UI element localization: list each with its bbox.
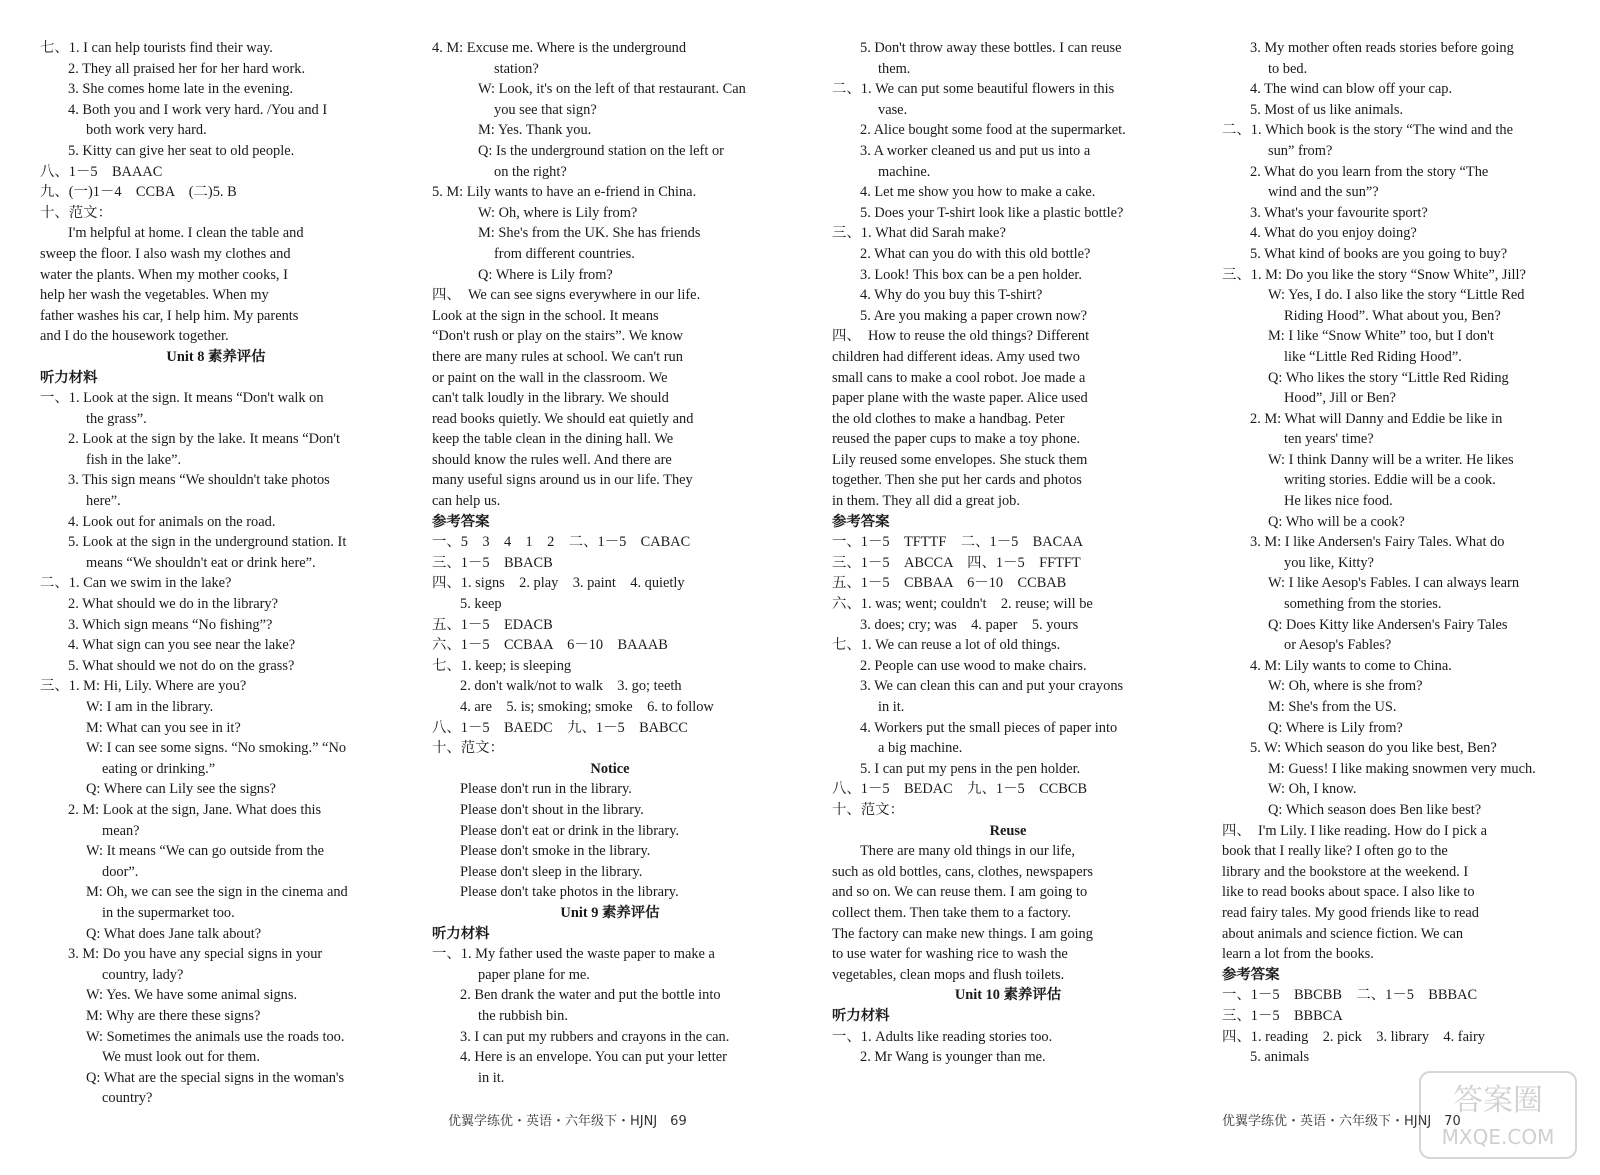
text-line: to bed. bbox=[1268, 60, 1308, 77]
text-line: 3. Look! This box can be a pen holder. bbox=[860, 266, 1082, 283]
text-line: can't talk loudly in the library. We should bbox=[432, 390, 669, 407]
text-line: 4. Look out for animals on the road. bbox=[68, 513, 276, 530]
text-line: Q: Where is Lily from? bbox=[478, 266, 613, 283]
text-line: 4. The wind can blow off your cap. bbox=[1250, 81, 1453, 98]
text-line: here”. bbox=[86, 493, 121, 510]
text-line: means “We shouldn't eat or drink here”. bbox=[86, 554, 316, 571]
text-line: 5. Don't throw away these bottles. I can reuse bbox=[860, 40, 1122, 56]
text-line: 4. Let me show you how to make a cake. bbox=[860, 184, 1096, 201]
text-line: from different countries. bbox=[494, 245, 635, 262]
text-line: Please don't run in the library. bbox=[460, 781, 632, 798]
text-line: 5. M: Lily wants to have an e-friend in China. bbox=[432, 184, 697, 201]
text-line: He likes nice food. bbox=[1284, 493, 1393, 510]
text-line: M: Why are there these signs? bbox=[86, 1007, 261, 1024]
subsection-label: 参考答案 bbox=[832, 513, 890, 530]
text-line: 三、1. What did Sarah make? bbox=[832, 225, 1006, 242]
text-line: reused the paper cups to make a toy phone. bbox=[832, 431, 1081, 448]
subsection-label: 参考答案 bbox=[1222, 966, 1280, 983]
text-line: a big machine. bbox=[878, 740, 963, 757]
text-line: together. Then she put her cards and photos bbox=[832, 472, 1082, 489]
text-line: fish in the lake”. bbox=[86, 451, 182, 468]
text-line: 四、1. reading 2. pick 3. library 4. fairy bbox=[1222, 1028, 1485, 1045]
text-line: on the right? bbox=[494, 163, 567, 180]
text-line: read fairy tales. My good friends like to read bbox=[1222, 904, 1479, 921]
text-line: vegetables, clean mops and flush toilets. bbox=[832, 966, 1065, 983]
text-line: paper plane with the waste paper. Alice used bbox=[832, 390, 1088, 407]
text-line: 一、1－5 BBCBB 二、1－5 BBBAC bbox=[1222, 987, 1478, 1004]
subsection-label: 听力材料 bbox=[432, 925, 490, 942]
text-line: about animals and science fiction. We can bbox=[1222, 925, 1464, 942]
text-line: Q: Which season does Ben like best? bbox=[1268, 801, 1482, 818]
text-line: 三、1－5 BBBCA bbox=[1222, 1007, 1343, 1024]
text-line: Q: What are the special signs in the woman's bbox=[86, 1069, 345, 1086]
text-line: 4. Here is an envelope. You can put your letter bbox=[460, 1049, 727, 1066]
text-line: 四、 How to reuse the old things? Different bbox=[832, 328, 1090, 345]
text-line: library and the bookstore at the weekend. I bbox=[1222, 863, 1469, 880]
text-line: Please don't take photos in the library. bbox=[460, 884, 679, 901]
text-line: 3. I can put my rubbers and crayons in the can. bbox=[460, 1028, 730, 1045]
text-line: the rubbish bin. bbox=[478, 1007, 568, 1024]
text-line: 二、1. Which book is the story “The wind and the bbox=[1222, 122, 1513, 139]
text-line: 4. M: Excuse me. Where is the underground bbox=[432, 40, 687, 56]
text-line: mean? bbox=[102, 822, 140, 839]
text-line: 3. We can clean this can and put your crayons bbox=[860, 678, 1124, 695]
text-line: W: It means “We can go outside from the bbox=[86, 843, 325, 860]
text-line: W: Sometimes the animals use the roads too. bbox=[86, 1028, 345, 1045]
text-line: father washes his car, I help him. My parents bbox=[40, 307, 299, 324]
text-line: 二、1. Can we swim in the lake? bbox=[40, 575, 232, 592]
text-line: Q: Who likes the story “Little Red Riding bbox=[1268, 369, 1509, 386]
text-line: 五、1－5 EDACB bbox=[432, 616, 553, 633]
text-line: 4. What sign can you see near the lake? bbox=[68, 637, 296, 654]
text-line: and I do the housework together. bbox=[40, 328, 229, 345]
text-line: Please don't shout in the library. bbox=[460, 801, 644, 818]
text-line: 一、1. Look at the sign. It means “Don't walk on bbox=[40, 390, 324, 407]
text-line: small cans to make a cool robot. Joe made a bbox=[832, 369, 1086, 386]
text-line: learn a lot from the books. bbox=[1222, 946, 1374, 963]
text-line: 六、1－5 CCBAA 6－10 BAAAB bbox=[432, 637, 668, 654]
text-line: 5. Are you making a paper crown now? bbox=[860, 307, 1087, 324]
text-line: 5. W: Which season do you like best, Ben? bbox=[1250, 740, 1497, 757]
text-line: M: Yes. Thank you. bbox=[478, 122, 592, 139]
text-line: W: I like Aesop's Fables. I can always learn bbox=[1268, 575, 1520, 592]
text-line: there are many rules at school. We can't run bbox=[432, 348, 683, 365]
text-line: like “Little Red Riding Hood”. bbox=[1284, 348, 1462, 365]
text-line: 3. Which sign means “No fishing”? bbox=[68, 616, 273, 633]
text-line: in it. bbox=[878, 699, 905, 715]
text-line: 3. M: Do you have any special signs in your bbox=[68, 946, 323, 963]
text-line: door”. bbox=[102, 863, 139, 880]
text-line: book that I really like? I often go to the bbox=[1222, 843, 1448, 860]
text-line: 一、1. Adults like reading stories too. bbox=[832, 1028, 1053, 1045]
text-line: Please don't sleep in the library. bbox=[460, 863, 643, 880]
text-line: 3. My mother often reads stories before going bbox=[1250, 40, 1514, 56]
subsection-label: 参考答案 bbox=[432, 513, 490, 530]
text-line: 2. They all praised her for her hard work. bbox=[68, 60, 306, 77]
text-line: 2. What can you do with this old bottle? bbox=[860, 245, 1091, 262]
text-line: writing stories. Eddie will be a cook. bbox=[1284, 472, 1496, 489]
text-line: 四、 We can see signs everywhere in our life. bbox=[432, 287, 701, 304]
text-line: Look at the sign in the school. It means bbox=[432, 307, 659, 324]
text-line: 5. What kind of books are you going to buy? bbox=[1250, 245, 1508, 262]
text-line: station? bbox=[494, 60, 539, 77]
text-line: 3. A worker cleaned us and put us into a bbox=[860, 142, 1091, 159]
text-line: vase. bbox=[878, 101, 908, 118]
text-line: 十、范文： bbox=[832, 801, 904, 818]
text-line: W: I can see some signs. “No smoking.” “No bbox=[86, 740, 347, 757]
text-line: 一、1. My father used the waste paper to make a bbox=[432, 946, 715, 963]
text-line: you like, Kitty? bbox=[1284, 554, 1374, 571]
text-line: 三、1. M: Do you like the story “Snow White”, Jill? bbox=[1222, 266, 1526, 283]
subsection-label: 听力材料 bbox=[40, 369, 98, 386]
text-line: eating or drinking.” bbox=[102, 760, 216, 777]
text-line: paper plane for me. bbox=[478, 966, 590, 983]
text-line: wind and the sun”? bbox=[1268, 184, 1379, 201]
text-line: 5. What should we not do on the grass? bbox=[68, 657, 295, 674]
text-line: 5. Most of us like animals. bbox=[1250, 101, 1404, 118]
text-line: and so on. We can reuse them. I am going to bbox=[832, 884, 1088, 901]
column-3 bbox=[832, 38, 1184, 1068]
text-line: or Aesop's Fables? bbox=[1284, 637, 1392, 654]
text-line: the grass”. bbox=[86, 410, 147, 427]
text-line: should know the rules well. And there are bbox=[432, 451, 672, 468]
watermark-bottom-text: MXQE.COM bbox=[1441, 1125, 1555, 1149]
text-line: country? bbox=[102, 1090, 153, 1107]
text-line: 七、1. I can help tourists find their way. bbox=[40, 40, 273, 56]
text-line: 4. are 5. is; smoking; smoke 6. to follow bbox=[460, 699, 714, 715]
text-line: help her wash the vegetables. When my bbox=[40, 287, 269, 304]
text-line: M: She's from the US. bbox=[1268, 699, 1397, 715]
text-line: 七、1. keep; is sleeping bbox=[432, 657, 572, 674]
text-line: W: Oh, where is she from? bbox=[1268, 678, 1423, 695]
text-line: something from the stories. bbox=[1284, 596, 1442, 613]
text-line: keep the table clean in the dining hall. We bbox=[432, 431, 674, 448]
text-line: 2. What do you learn from the story “The bbox=[1250, 163, 1489, 180]
text-line: 八、1－5 BAAAC bbox=[40, 163, 163, 180]
text-line: Q: Is the underground station on the left or bbox=[478, 142, 724, 159]
text-line: in the supermarket too. bbox=[102, 904, 235, 921]
text-line: W: Oh, I know. bbox=[1268, 781, 1357, 798]
text-line: W: I am in the library. bbox=[86, 699, 214, 715]
text-line: 2. People can use wood to make chairs. bbox=[860, 657, 1087, 674]
text-line: 六、1. was; went; couldn't 2. reuse; will be bbox=[832, 596, 1093, 613]
text-line: 十、范文： bbox=[40, 204, 112, 221]
text-line: 四、 I'm Lily. I like reading. How do I pick a bbox=[1222, 822, 1488, 839]
text-line: W: Yes, I do. I also like the story “Little Red bbox=[1268, 287, 1525, 304]
text-line: Please don't smoke in the library. bbox=[460, 843, 651, 860]
section-heading: Unit 9 素养评估 bbox=[560, 904, 660, 921]
text-line: Please don't eat or drink in the library. bbox=[460, 822, 680, 839]
text-line: 2. M: What will Danny and Eddie be like in bbox=[1250, 410, 1503, 427]
text-line: such as old bottles, cans, clothes, newspapers bbox=[832, 863, 1093, 880]
text-line: 3. She comes home late in the evening. bbox=[68, 81, 293, 98]
text-line: 2. M: Look at the sign, Jane. What does this bbox=[68, 801, 322, 818]
text-line: 5. Look at the sign in the underground station. It bbox=[68, 534, 347, 551]
text-line: 5. Kitty can give her seat to old people. bbox=[68, 142, 295, 159]
subsection-label: 听力材料 bbox=[832, 1007, 890, 1024]
column-1 bbox=[40, 38, 392, 1109]
text-line: in it. bbox=[478, 1069, 505, 1086]
column-2 bbox=[432, 38, 788, 1088]
text-line: machine. bbox=[878, 163, 931, 180]
text-line: M: What can you see in it? bbox=[86, 719, 241, 736]
text-line: 十、范文： bbox=[432, 740, 504, 757]
text-line: water the plants. When my mother cooks, I bbox=[40, 266, 288, 283]
text-line: 3. does; cry; was 4. paper 5. yours bbox=[860, 616, 1079, 633]
text-line: Q: Where can Lily see the signs? bbox=[86, 781, 276, 798]
text-line: 一、5 3 4 1 2 二、1－5 CABAC bbox=[432, 534, 691, 551]
text-line: M: I like “Snow White” too, but I don't bbox=[1268, 328, 1494, 345]
text-line: 4. Both you and I work very hard. /You and I bbox=[68, 101, 328, 118]
text-line: 2. Ben drank the water and put the bottle into bbox=[460, 987, 721, 1004]
text-line: “Don't rush or play on the stairs”. We know bbox=[432, 328, 683, 345]
section-heading: Unit 8 素养评估 bbox=[166, 348, 266, 365]
footer-right-page-number: 优翼学练优・英语・六年级下・HJNJ 70 bbox=[1222, 1114, 1461, 1129]
text-line: 2. What should we do in the library? bbox=[68, 596, 278, 613]
text-line: Riding Hood”. What about you, Ben? bbox=[1284, 307, 1501, 324]
text-line: 二、1. We can put some beautiful flowers in this bbox=[832, 81, 1115, 98]
text-line: There are many old things in our life, bbox=[860, 843, 1075, 860]
text-line: both work very hard. bbox=[86, 122, 207, 139]
text-line: 4. Workers put the small pieces of paper into bbox=[860, 719, 1118, 736]
text-line: 3. M: I like Andersen's Fairy Tales. What do bbox=[1250, 534, 1505, 551]
text-line: you see that sign? bbox=[494, 101, 597, 118]
text-line: ten years' time? bbox=[1284, 431, 1374, 448]
text-line: M: She's from the UK. She has friends bbox=[478, 225, 701, 242]
text-line: 5. Does your T-shirt look like a plastic bottle? bbox=[860, 204, 1124, 221]
text-line: 3. This sign means “We shouldn't take photos bbox=[68, 472, 330, 489]
watermark-top-text: 答案圈 bbox=[1453, 1083, 1543, 1118]
text-line: 九、(一)1－4 CCBA (二)5. B bbox=[40, 184, 237, 201]
text-line: can help us. bbox=[432, 493, 501, 510]
text-line: M: Oh, we can see the sign in the cinema and bbox=[86, 884, 348, 901]
text-line: collect them. Then take them to a factory. bbox=[832, 904, 1071, 921]
text-line: 3. What's your favourite sport? bbox=[1250, 204, 1428, 221]
text-line: 五、1－5 CBBAA 6－10 CCBAB bbox=[832, 575, 1067, 592]
text-line: 三、1－5 ABCCA 四、1－5 FFTFT bbox=[832, 554, 1081, 571]
section-heading: Reuse bbox=[989, 822, 1027, 839]
watermark-logo bbox=[1418, 1070, 1578, 1160]
section-heading: Notice bbox=[590, 760, 630, 777]
text-line: sun” from? bbox=[1268, 142, 1333, 159]
text-line: them. bbox=[878, 60, 911, 77]
text-line: 2. don't walk/not to walk 3. go; teeth bbox=[460, 678, 682, 695]
text-line: Q: What does Jane talk about? bbox=[86, 925, 262, 942]
text-line: M: Guess! I like making snowmen very much. bbox=[1268, 760, 1536, 777]
text-line: 5. keep bbox=[460, 596, 502, 613]
text-line: 一、1－5 TFTTF 二、1－5 BACAA bbox=[832, 534, 1084, 551]
text-line: W: I think Danny will be a writer. He likes bbox=[1268, 451, 1514, 468]
text-line: Q: Where is Lily from? bbox=[1268, 719, 1403, 736]
text-line: or paint on the wall in the classroom. We bbox=[432, 369, 668, 386]
text-line: Hood”, Jill or Ben? bbox=[1284, 390, 1396, 407]
text-line: 4. Why do you buy this T-shirt? bbox=[860, 287, 1043, 304]
text-line: 八、1－5 BEDAC 九、1－5 CCBCB bbox=[832, 781, 1088, 798]
text-line: sweep the floor. I also wash my clothes and bbox=[40, 245, 291, 262]
footer-left-page-number: 优翼学练优・英语・六年级下・HJNJ 69 bbox=[448, 1114, 687, 1129]
text-line: I'm helpful at home. I clean the table and bbox=[68, 225, 304, 242]
text-line: W: Oh, where is Lily from? bbox=[478, 204, 638, 221]
text-line: W: Look, it's on the left of that restaurant. Can bbox=[478, 81, 746, 98]
text-line: 八、1－5 BAEDC 九、1－5 BABCC bbox=[432, 719, 688, 736]
text-line: 四、1. signs 2. play 3. paint 4. quietly bbox=[432, 575, 685, 592]
text-line: to use water for washing rice to wash the bbox=[832, 946, 1068, 963]
text-line: Q: Does Kitty like Andersen's Fairy Tales bbox=[1268, 616, 1508, 633]
text-line: country, lady? bbox=[102, 966, 184, 983]
section-heading: Unit 10 素养评估 bbox=[954, 987, 1062, 1004]
text-line: 三、1. M: Hi, Lily. Where are you? bbox=[40, 678, 247, 695]
text-line: like to read books about space. I also like to bbox=[1222, 884, 1475, 901]
text-line: 2. Alice bought some food at the supermarket. bbox=[860, 122, 1126, 139]
text-line: children had different ideas. Amy used two bbox=[832, 348, 1080, 365]
text-line: 2. Mr Wang is younger than me. bbox=[860, 1049, 1046, 1066]
text-line: the old clothes to make a handbag. Peter bbox=[832, 410, 1065, 427]
text-line: 4. What do you enjoy doing? bbox=[1250, 225, 1417, 242]
text-line: Q: Who will be a cook? bbox=[1268, 513, 1405, 530]
text-line: The factory can make new things. I am going bbox=[832, 925, 1093, 942]
text-line: Lily reused some envelopes. She stuck them bbox=[832, 451, 1088, 468]
text-line: W: Yes. We have some animal signs. bbox=[86, 987, 298, 1004]
text-line: 2. Look at the sign by the lake. It means “Don't bbox=[68, 431, 340, 448]
text-line: many useful signs around us in our life. They bbox=[432, 472, 693, 489]
text-line: in them. They all did a great job. bbox=[832, 493, 1020, 510]
text-line: 三、1－5 BBACB bbox=[432, 554, 553, 571]
text-line: 5. I can put my pens in the pen holder. bbox=[860, 760, 1081, 777]
text-line: read books quietly. We should eat quietly and bbox=[432, 410, 694, 427]
column-4 bbox=[1222, 38, 1574, 1068]
text-line: 4. M: Lily wants to come to China. bbox=[1250, 657, 1452, 674]
text-line: 5. animals bbox=[1250, 1049, 1310, 1066]
text-line: We must look out for them. bbox=[102, 1049, 260, 1066]
text-line: 七、1. We can reuse a lot of old things. bbox=[832, 637, 1061, 654]
